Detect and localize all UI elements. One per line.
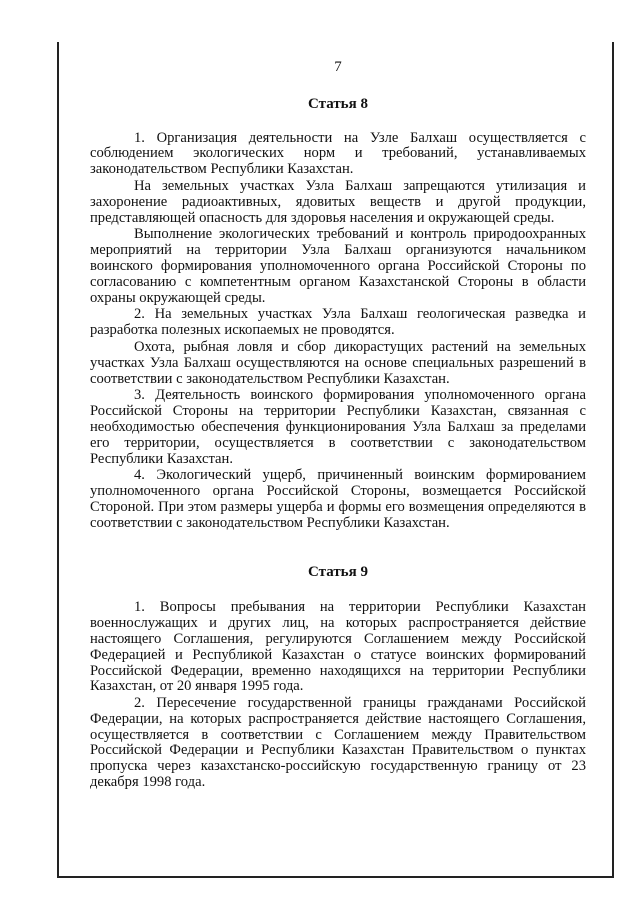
- article-8-paragraph-4: 2. На земельных участках Узла Балхаш геологическая разведка и разработка полезных ископаемых не проводятся.: [90, 306, 586, 339]
- article-8-heading: Статья 8: [308, 95, 368, 112]
- article-8-paragraph-2: На земельных участках Узла Балхаш запрещаются утилизация и захоронение радиоактивных, ядовитых веществ и другой продукции, представляющей опасность для здоровья населения и окружающей среды.: [90, 177, 586, 226]
- article-9-paragraph-1: 1. Вопросы пребывания на территории Республики Казахстан военнослужащих и других лиц, на которых распространяется действие настоящего Соглашения, регулируются Соглашением между Российской Федерацией и Республикой Казахстан о статусе воинских формирований Российской Федерации, временно находящихся на территории Республики Казахстан, от 20 января 1995 года.: [90, 599, 586, 695]
- article-8-paragraph-6: 3. Деятельность воинского формирования уполномоченного органа Российской Стороны на территории Республики Казахстан, связанная с необходимостью обеспечения функционирования Узла Балхаш за пределами его территории, осуществляется в соответствии с законодательством Республики Казахстан.: [90, 387, 586, 467]
- article-8-paragraph-1: 1. Организация деятельности на Узле Балхаш осуществляется с соблюдением экологических норм и требований, устанавливаемых законодательством Республики Казахстан.: [90, 129, 586, 178]
- bottom-rule: [57, 876, 614, 878]
- article-9-paragraph-2: 2. Пересечение государственной границы гражданами Российской Федерации, на которых распространяется действие настоящего Соглашения, осуществляется в соответствии с Соглашением между Правительством Российской Федерации и Республики Казахстан Правительством о пунктах пропуска через казахстанско-российскую государственную границу от 23 декабря 1998 года.: [90, 695, 586, 791]
- article-8-text: [90, 131, 586, 532]
- page-number: 7: [334, 59, 342, 75]
- article-8-paragraph-5: Охота, рыбная ловля и сбор дикорастущих растений на земельных участках Узла Балхаш осуществляются на основе специальных разрешений в соответствии с законодательством Республики Казахстан.: [90, 338, 586, 387]
- article-8-paragraph-7: 4. Экологический ущерб, причиненный воинским формированием уполномоченного органа Российской Стороны, возмещается Российской Стороной. При этом размеры ущерба и формы его возмещения определяются в соответствии с законодательством Республики Казахстан.: [90, 467, 586, 531]
- document-body: [90, 60, 586, 792]
- article-9-text: [90, 600, 586, 791]
- article-9-heading: Статья 9: [308, 563, 368, 580]
- article-8-paragraph-3: Выполнение экологических требований и контроль природоохранных мероприятий на территории Узла Балхаш организуются начальником воинского формирования уполномоченного органа Российской Стороны по согласованию с компетентным органом Казахстанской Стороны в области охраны окружающей среды.: [90, 226, 586, 306]
